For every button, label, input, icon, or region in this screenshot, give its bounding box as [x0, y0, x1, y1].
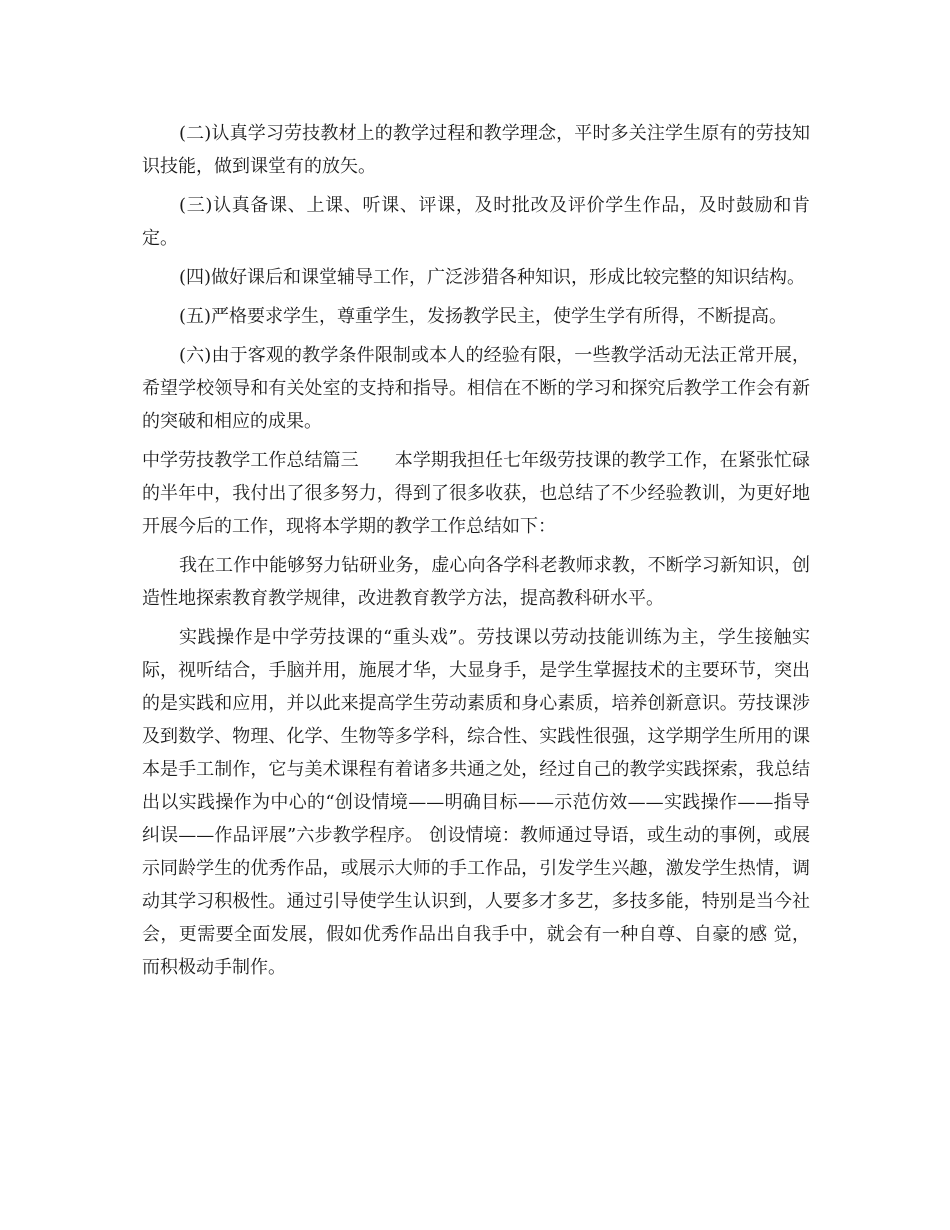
- paragraph-item-5: (五)严格要求学生，尊重学生，发扬教学民主，使学生学有所得，不断提高。: [179, 306, 788, 327]
- paragraph-item-6: (六)由于客观的教学条件限制或本人的经验有限，一些教学活动无法正常开展，希望学校领导和有关处室的支持和指导。相信在不断的学习和探究后教学工作会有新的突破和相应的成果。: [142, 345, 810, 432]
- document-body: [142, 117, 810, 984]
- paragraph-practice: 实践操作是中学劳技课的“重头戏”。劳技课以劳动技能训练为主，学生接触实际，视听结合，手脑并用，施展才华，大显身手，是学生掌握技术的主要环节，突出的是实践和应用，并以此来提高学生劳动素质和身心素质，培养创新意识。劳技课涉及到数学、物理、化学、生物等多学科，综合性、实践性很强，这学期学生所用的课本是手工制作，它与美术课程有着诸多共通之处，经过自己的教学实践探索，我总结出以实践操作为中心的“创设情境——明确目标——示范仿效——实践操作——指导纠误——作品评展”六步教学程序。 创设情境：教师通过导语，或生动的事例，或展示同龄学生的优秀作品，或展示大师的手工作品，引发学生兴趣，激发学生热情，调动其学习积极性。通过引导使学生认识到，人要多才多艺，多技多能，特别是当今社会，更需要全面发展，假如优秀作品出自我手中，就会有一种自尊、自豪的感 觉，而积极动手制作。: [142, 627, 810, 978]
- paragraph-item-2: (二)认真学习劳技教材上的教学过程和教学理念，平时多关注学生原有的劳技知识技能，做到课堂有的放矢。: [142, 123, 810, 177]
- paragraph-item-3: (三)认真备课、上课、听课、评课，及时批改及评价学生作品，及时鼓励和肯定。: [142, 195, 810, 249]
- paragraph-work-attitude: 我在工作中能够努力钻研业务，虚心向各学科老教师求教，不断学习新知识，创造性地探索教育教学规律，改进教育教学方法，提高教科研水平。: [142, 555, 810, 609]
- paragraph-item-4: (四)做好课后和课堂辅导工作，广泛涉猎各种知识，形成比较完整的知识结构。: [179, 267, 806, 288]
- section-heading-paragraph: 中学劳技教学工作总结篇三 本学期我担任七年级劳技课的教学工作，在紧张忙碌的半年中，我付出了很多努力，得到了很多收获，也总结了不少经验教训，为更好地开展今后的工作，现将本学期的教学工作总结如下：: [142, 450, 810, 537]
